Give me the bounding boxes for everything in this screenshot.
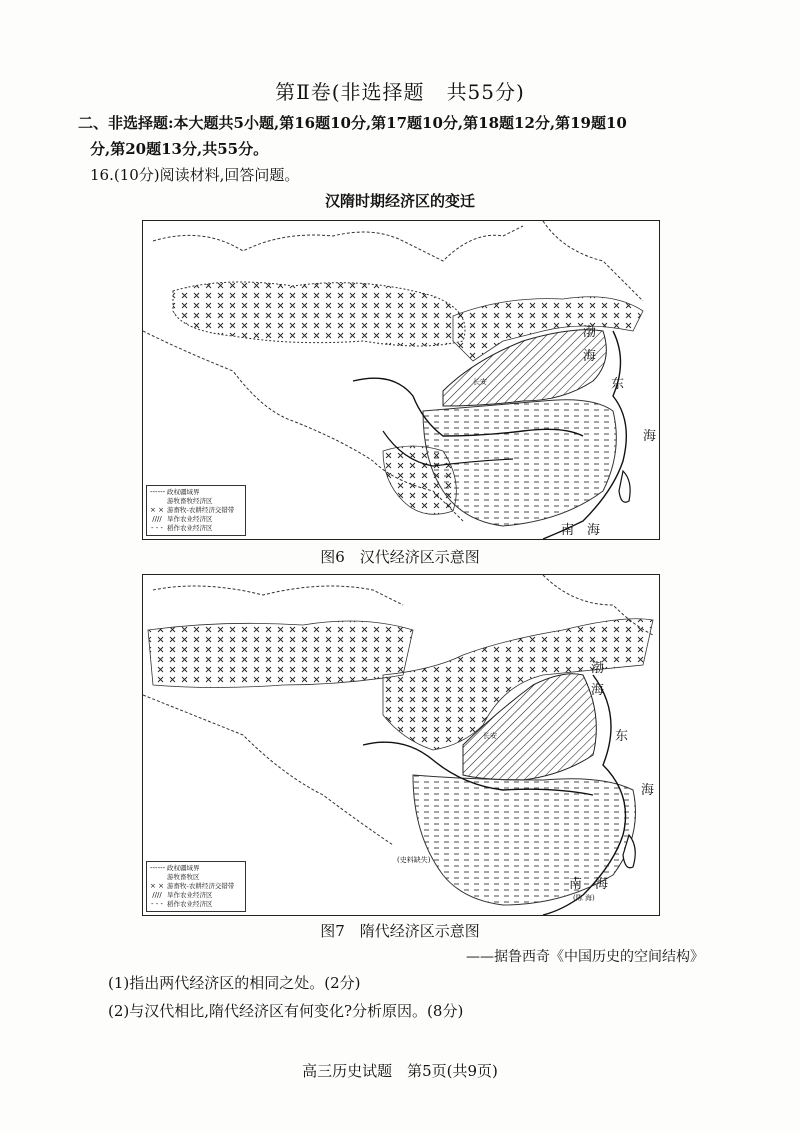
legend-rice: 稻作农业经济区 (167, 524, 213, 532)
label-bo-2: 渤 (591, 661, 605, 676)
label-changan-2: 长安 (483, 732, 497, 740)
sui-map (142, 574, 660, 916)
legend2-rice: 稻作农业经济区 (167, 900, 213, 908)
label-hai-5: 海 (641, 783, 655, 798)
section-title-score: 共55分) (446, 80, 525, 104)
question-16: 16.(10分)阅读材料,回答问题。 (90, 166, 300, 184)
label-nan: 南 (561, 523, 575, 538)
label-nan-2: 南 (569, 877, 583, 892)
label-bo: 渤 (583, 325, 597, 340)
label-hai-2: 海 (643, 429, 657, 444)
section-title (0, 76, 800, 105)
sui-map-legend: ------ 政权疆域界 游牧畜牧区 × × 游畜牧-农耕经济交错带 //// 旱作农业经济区 - - - 稻作农业经济区 (146, 861, 246, 912)
label-dong: 东 (611, 377, 625, 392)
legend-pastoral: 游牧畜牧经济区 (167, 497, 213, 505)
han-map-legend: ------ 政权疆域界 游牧畜牧经济区 × × 游畜牧-农耕经济交错带 //// 旱作农业经济区 - - - 稻作农业经济区 (146, 485, 246, 536)
label-dong-2: 东 (615, 729, 629, 744)
section-title-main: 第Ⅱ卷(非选择题 (275, 80, 425, 104)
label-shiliao: (史料缺失) (397, 856, 431, 864)
instructions-line-1: 二、非选择题:本大题共5小题,第16题10分,第17题10分,第18题12分,第19题10 (78, 114, 627, 132)
material-title: 汉隋时期经济区的变迁 (324, 192, 475, 210)
fig7-caption: 图7 隋代经济区示意图 (320, 922, 480, 940)
legend2-dry: 旱作农业经济区 (167, 891, 213, 899)
legend-mixed: 游畜牧-农耕经济交错带 (167, 506, 235, 514)
fig6-caption: 图6 汉代经济区示意图 (320, 548, 480, 566)
page-footer: 高三历史试题 第5页(共9页) (302, 1062, 498, 1080)
sub-question-1: (1)指出两代经济区的相同之处。(2分) (108, 974, 361, 992)
label-hai-3: 海 (587, 523, 601, 538)
legend2-border: 政权疆域界 (167, 864, 200, 872)
label-hai-4: 海 (591, 683, 605, 698)
legend-dry: 旱作农业经济区 (167, 515, 213, 523)
citation: ——据鲁西奇《中国历史的空间结构》 (466, 949, 704, 965)
label-hai-1: 海 (583, 349, 597, 364)
han-map (142, 220, 660, 540)
legend2-mixed: 游畜牧-农耕经济交错带 (167, 882, 235, 890)
label-nanhai-zhu: (陈 海) (573, 894, 595, 902)
instructions-line-2: 分,第20题13分,共55分。 (90, 140, 269, 158)
label-hai-6: 海 (595, 877, 609, 892)
legend2-pastoral: 游牧畜牧区 (167, 873, 200, 881)
legend-border: 政权疆域界 (167, 488, 200, 496)
sub-question-2: (2)与汉代相比,隋代经济区有何变化?分析原因。(8分) (108, 1002, 464, 1020)
label-changan: 长安 (473, 378, 487, 386)
